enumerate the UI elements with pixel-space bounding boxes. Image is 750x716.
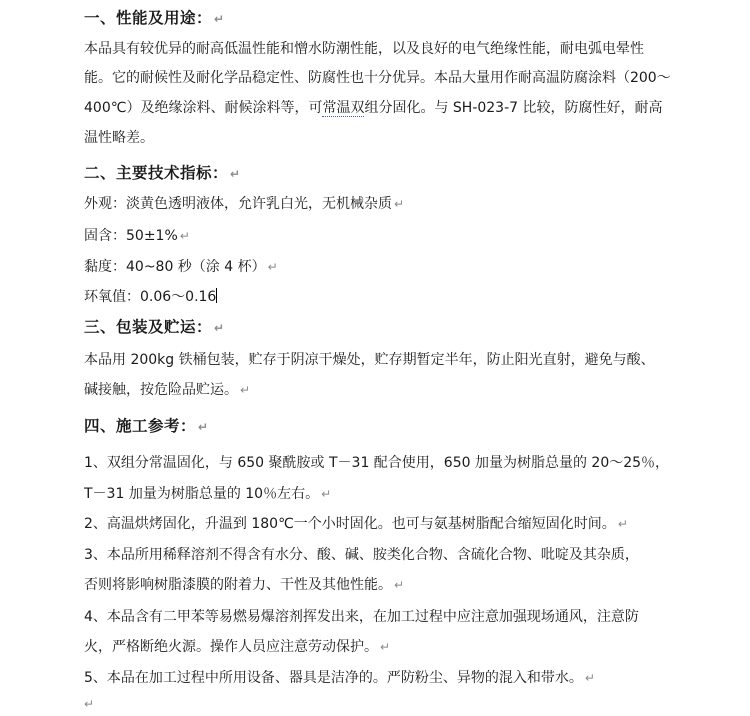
paragraph-line: 碱接触，按危险品贮运。 ↵ <box>84 382 251 398</box>
paragraph-line: 温性略差。 <box>84 130 154 146</box>
paragraph-line: 能。它的耐候性及耐化学品稳定性、防腐性也十分优异。本品大量用作耐高温防腐涂料（200～ <box>84 70 671 86</box>
paragraph-mark-icon: ↵ <box>617 517 628 531</box>
spellcheck-underlined-text: 常温双 <box>322 100 365 116</box>
paragraph-mark-icon: ↵ <box>230 167 241 181</box>
paragraph-mark-icon: ↵ <box>321 487 332 501</box>
empty-paragraph <box>84 694 94 714</box>
paragraph-mark-icon: ↵ <box>380 640 391 654</box>
paragraph-mark-icon: ↵ <box>240 383 251 397</box>
paragraph-mark-icon: ↵ <box>394 197 405 211</box>
paragraph-line: 本品用 200kg 铁桶包装，贮存于阴凉干燥处，贮存期暂定半年，防止阳光直射，避免与酸、 <box>84 352 655 368</box>
instruction-line: 2、高温烘烤固化，升温到 180℃一个小时固化。也可与氨基树脂配合缩短固化时间。 ↵ <box>84 516 628 532</box>
instruction-line: 1、双组分常温固化，与 650 聚酰胺或 T－31 配合使用，650 加量为树脂总量的 20～25％， <box>84 455 670 471</box>
paragraph-mark-icon: ↵ <box>214 12 225 26</box>
instruction-line: 5、本品在加工过程中所用设备、器具是洁净的。严防粉尘、异物的混入和带水。 ↵ <box>84 670 595 686</box>
paragraph-mark-icon: ↵ <box>84 697 95 711</box>
paragraph-mark-icon: ↵ <box>584 671 595 685</box>
section-heading-1: 一、性能及用途： ↵ <box>84 9 225 27</box>
paragraph-mark-icon: ↵ <box>214 321 225 335</box>
instruction-line: 否则将影响树脂漆膜的附着力、干性及其他性能。 ↵ <box>84 577 405 593</box>
spec-item-solid-content: 固含：50±1% ↵ <box>84 228 190 244</box>
paragraph-mark-icon: ↵ <box>198 420 209 434</box>
spec-item-epoxy-value: 环氧值：0.06～0.16 <box>84 289 217 305</box>
instruction-line: 3、本品所用稀释溶剂不得含有水分、酸、碱、胺类化合物、含硫化合物、吡啶及其杂质， <box>84 547 639 563</box>
paragraph-mark-icon: ↵ <box>394 578 405 592</box>
spec-item-appearance: 外观：淡黄色透明液体，允许乳白光，无机械杂质 ↵ <box>84 196 405 212</box>
paragraph-line: 400℃）及绝缘涂料、耐候涂料等，可常温双组分固化。与 SH-023-7 比较，防腐性好，耐高 <box>84 100 663 116</box>
instruction-line: 火，严格断绝火源。操作人员应注意劳动保护。 ↵ <box>84 639 391 655</box>
spec-item-viscosity: 黏度：40~80 秒（涂 4 杯） ↵ <box>84 259 278 275</box>
section-heading-2: 二、主要技术指标： ↵ <box>84 164 241 182</box>
paragraph-mark-icon: ↵ <box>267 260 278 274</box>
text-cursor <box>216 288 217 303</box>
paragraph-line: 本品具有较优异的耐高低温性能和憎水防潮性能，以及良好的电气绝缘性能，耐电弧电晕性 <box>84 41 644 57</box>
instruction-line: 4、本品含有二甲苯等易燃易爆溶剂挥发出来，在加工过程中应注意加强现场通风，注意防 <box>84 609 639 625</box>
instruction-line: T－31 加量为树脂总量的 10％左右。 ↵ <box>84 486 332 502</box>
section-heading-3: 三、包装及贮运： ↵ <box>84 318 225 336</box>
section-heading-4: 四、施工参考： ↵ <box>84 417 209 435</box>
paragraph-mark-icon: ↵ <box>179 229 190 243</box>
